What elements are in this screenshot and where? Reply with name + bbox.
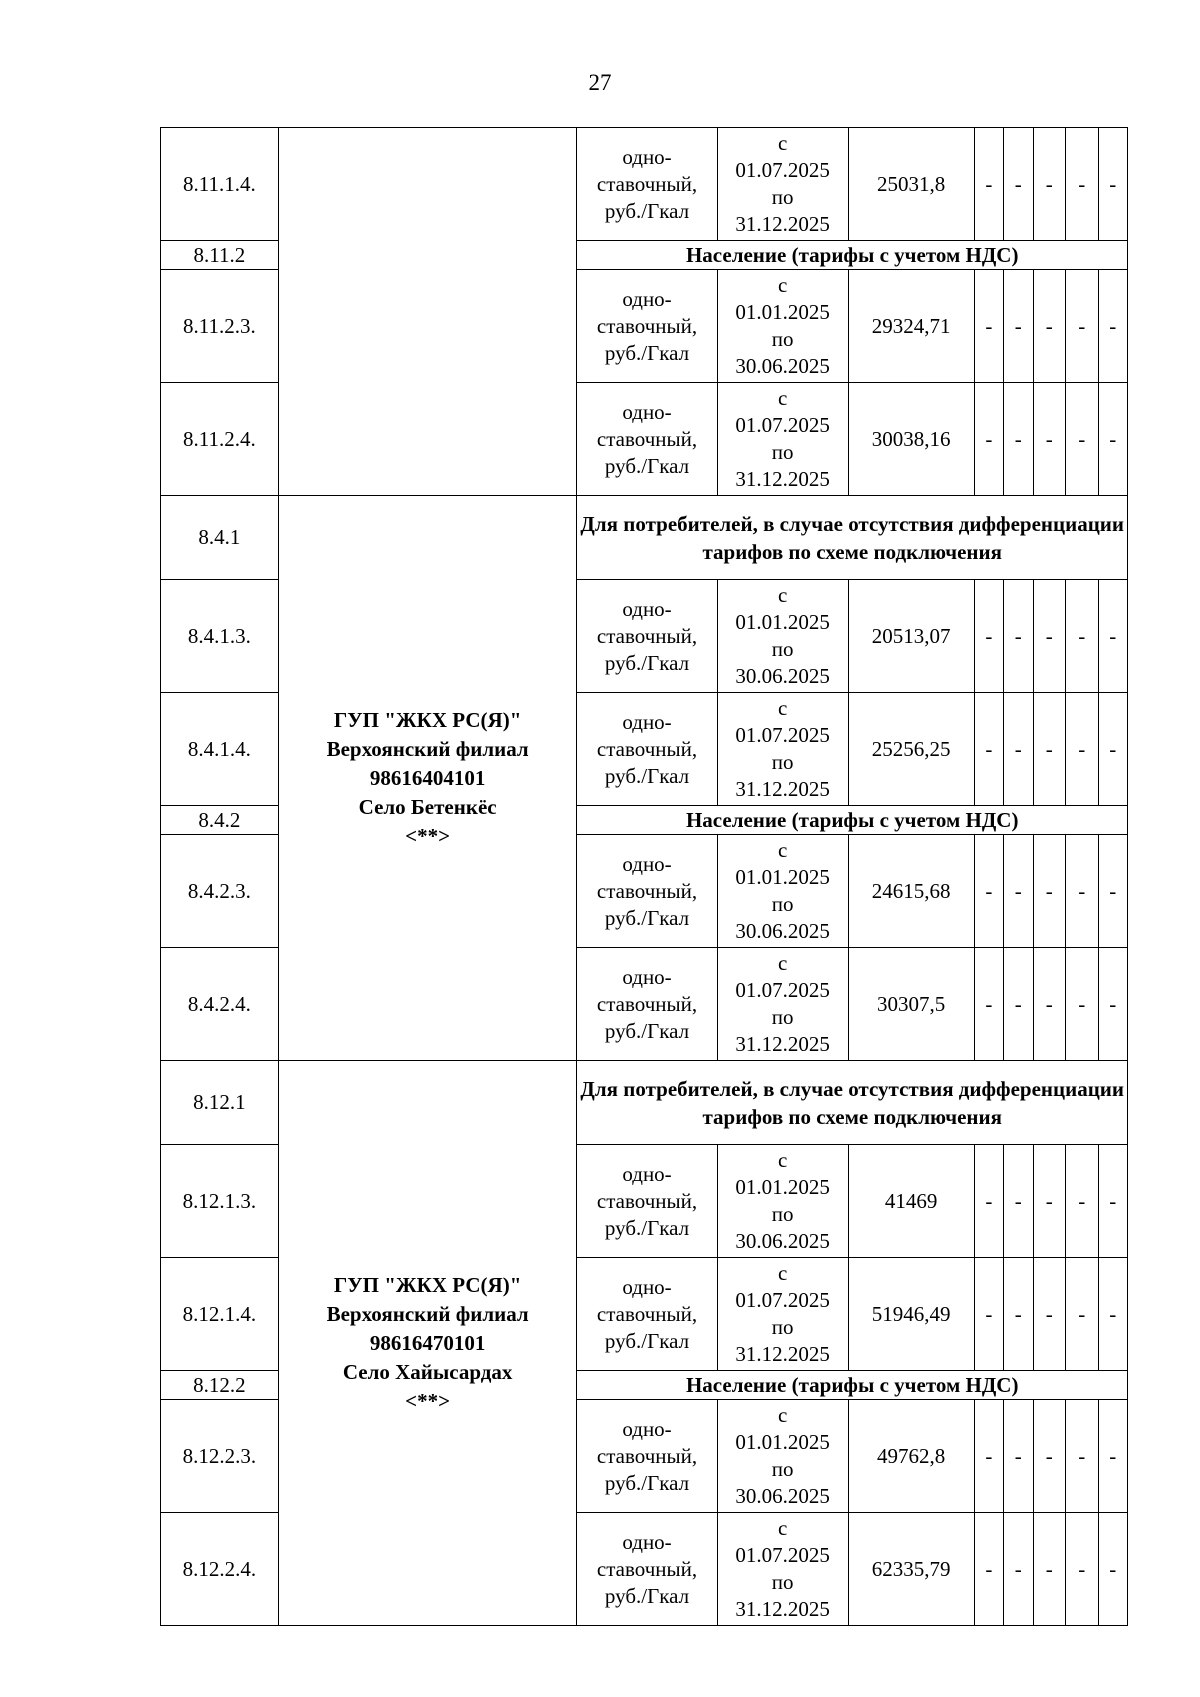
- row-code: 8.4.2.4.: [161, 948, 279, 1061]
- empty-value: -: [1066, 580, 1099, 693]
- period: с 01.07.2025 по 31.12.2025: [717, 948, 848, 1061]
- empty-value: -: [974, 1400, 1003, 1513]
- empty-value: -: [974, 580, 1003, 693]
- tariff-value: 30038,16: [848, 383, 974, 496]
- tariff-value: 25256,25: [848, 693, 974, 806]
- period: с 01.07.2025 по 31.12.2025: [717, 1513, 848, 1626]
- tariff-value: 20513,07: [848, 580, 974, 693]
- row-code: 8.12.1: [161, 1061, 279, 1145]
- empty-value: -: [1033, 383, 1066, 496]
- empty-value: -: [1004, 1258, 1033, 1371]
- tariff-value: 30307,5: [848, 948, 974, 1061]
- empty-value: -: [974, 835, 1003, 948]
- tariff-value: 49762,8: [848, 1400, 974, 1513]
- empty-value: -: [1066, 693, 1099, 806]
- rate-type: одно- ставочный, руб./Гкал: [577, 693, 717, 806]
- rate-type: одно- ставочный, руб./Гкал: [577, 128, 717, 241]
- empty-value: -: [1004, 580, 1033, 693]
- rate-type: одно- ставочный, руб./Гкал: [577, 835, 717, 948]
- rate-type: одно- ставочный, руб./Гкал: [577, 1145, 717, 1258]
- period: с 01.07.2025 по 31.12.2025: [717, 1258, 848, 1371]
- organization-cell: ГУП "ЖКХ РС(Я)" Верхоянский филиал 98616470101 Село Хайысардах <**>: [278, 1061, 577, 1626]
- empty-value: -: [1098, 270, 1128, 383]
- empty-value: -: [1033, 270, 1066, 383]
- row-code: 8.12.2: [161, 1371, 279, 1400]
- row-code: 8.11.2: [161, 241, 279, 270]
- empty-value: -: [974, 1513, 1003, 1626]
- empty-value: -: [1098, 1258, 1128, 1371]
- tariff-table: [160, 127, 1128, 1626]
- section-header: Население (тарифы с учетом НДС): [577, 1371, 1128, 1400]
- section-header: Население (тарифы с учетом НДС): [577, 241, 1128, 270]
- tariff-value: 25031,8: [848, 128, 974, 241]
- empty-value: -: [974, 693, 1003, 806]
- table-row: [161, 1061, 1128, 1145]
- empty-value: -: [1033, 1513, 1066, 1626]
- empty-value: -: [1033, 580, 1066, 693]
- empty-value: -: [1066, 835, 1099, 948]
- empty-value: -: [1098, 128, 1128, 241]
- empty-value: -: [1033, 1145, 1066, 1258]
- empty-value: -: [1004, 693, 1033, 806]
- empty-value: -: [1033, 128, 1066, 241]
- row-code: 8.4.2.3.: [161, 835, 279, 948]
- row-code: 8.12.2.4.: [161, 1513, 279, 1626]
- empty-value: -: [1066, 1400, 1099, 1513]
- empty-value: -: [1004, 835, 1033, 948]
- rate-type: одно- ставочный, руб./Гкал: [577, 1513, 717, 1626]
- empty-value: -: [1066, 1258, 1099, 1371]
- empty-value: -: [1098, 835, 1128, 948]
- rate-type: одно- ставочный, руб./Гкал: [577, 1400, 717, 1513]
- empty-value: -: [1098, 1400, 1128, 1513]
- empty-value: -: [974, 1258, 1003, 1371]
- empty-value: -: [1066, 1513, 1099, 1626]
- row-code: 8.4.1.4.: [161, 693, 279, 806]
- rate-type: одно- ставочный, руб./Гкал: [577, 383, 717, 496]
- tariff-value: 62335,79: [848, 1513, 974, 1626]
- section-header: Население (тарифы с учетом НДС): [577, 806, 1128, 835]
- empty-value: -: [1066, 270, 1099, 383]
- period: с 01.07.2025 по 31.12.2025: [717, 693, 848, 806]
- empty-value: -: [1066, 383, 1099, 496]
- empty-value: -: [1004, 1145, 1033, 1258]
- organization-cell: ГУП "ЖКХ РС(Я)" Верхоянский филиал 98616404101 Село Бетенкёс <**>: [278, 496, 577, 1061]
- empty-value: -: [974, 1145, 1003, 1258]
- empty-value: -: [1066, 948, 1099, 1061]
- period: с 01.01.2025 по 30.06.2025: [717, 270, 848, 383]
- table-row: [161, 128, 1128, 241]
- period: с 01.01.2025 по 30.06.2025: [717, 835, 848, 948]
- rate-type: одно- ставочный, руб./Гкал: [577, 580, 717, 693]
- organization-cell: [278, 128, 577, 496]
- empty-value: -: [1033, 1400, 1066, 1513]
- period: с 01.01.2025 по 30.06.2025: [717, 1145, 848, 1258]
- empty-value: -: [1004, 948, 1033, 1061]
- period: с 01.01.2025 по 30.06.2025: [717, 580, 848, 693]
- row-code: 8.4.1.3.: [161, 580, 279, 693]
- row-code: 8.4.1: [161, 496, 279, 580]
- empty-value: -: [974, 383, 1003, 496]
- period: с 01.01.2025 по 30.06.2025: [717, 1400, 848, 1513]
- empty-value: -: [1004, 1400, 1033, 1513]
- row-code: 8.12.1.4.: [161, 1258, 279, 1371]
- period: с 01.07.2025 по 31.12.2025: [717, 128, 848, 241]
- empty-value: -: [1098, 693, 1128, 806]
- empty-value: -: [1098, 1513, 1128, 1626]
- empty-value: -: [1098, 948, 1128, 1061]
- tariff-value: 41469: [848, 1145, 974, 1258]
- empty-value: -: [1098, 580, 1128, 693]
- row-code: 8.11.2.3.: [161, 270, 279, 383]
- empty-value: -: [1004, 1513, 1033, 1626]
- row-code: 8.11.1.4.: [161, 128, 279, 241]
- empty-value: -: [1098, 383, 1128, 496]
- tariff-value: 24615,68: [848, 835, 974, 948]
- tariff-value: 29324,71: [848, 270, 974, 383]
- empty-value: -: [1098, 1145, 1128, 1258]
- rate-type: одно- ставочный, руб./Гкал: [577, 948, 717, 1061]
- empty-value: -: [1033, 693, 1066, 806]
- section-header: Для потребителей, в случае отсутствия дифференциации тарифов по схеме подключения: [577, 1061, 1128, 1145]
- empty-value: -: [1066, 128, 1099, 241]
- empty-value: -: [1004, 270, 1033, 383]
- empty-value: -: [974, 128, 1003, 241]
- empty-value: -: [974, 270, 1003, 383]
- row-code: 8.12.2.3.: [161, 1400, 279, 1513]
- empty-value: -: [1004, 383, 1033, 496]
- empty-value: -: [1033, 835, 1066, 948]
- rate-type: одно- ставочный, руб./Гкал: [577, 270, 717, 383]
- empty-value: -: [1033, 948, 1066, 1061]
- empty-value: -: [1033, 1258, 1066, 1371]
- empty-value: -: [1066, 1145, 1099, 1258]
- row-code: 8.11.2.4.: [161, 383, 279, 496]
- page-number: 27: [588, 70, 612, 95]
- row-code: 8.12.1.3.: [161, 1145, 279, 1258]
- empty-value: -: [1004, 128, 1033, 241]
- row-code: 8.4.2: [161, 806, 279, 835]
- table-row: [161, 496, 1128, 580]
- period: с 01.07.2025 по 31.12.2025: [717, 383, 848, 496]
- empty-value: -: [974, 948, 1003, 1061]
- section-header: Для потребителей, в случае отсутствия дифференциации тарифов по схеме подключения: [577, 496, 1128, 580]
- rate-type: одно- ставочный, руб./Гкал: [577, 1258, 717, 1371]
- tariff-value: 51946,49: [848, 1258, 974, 1371]
